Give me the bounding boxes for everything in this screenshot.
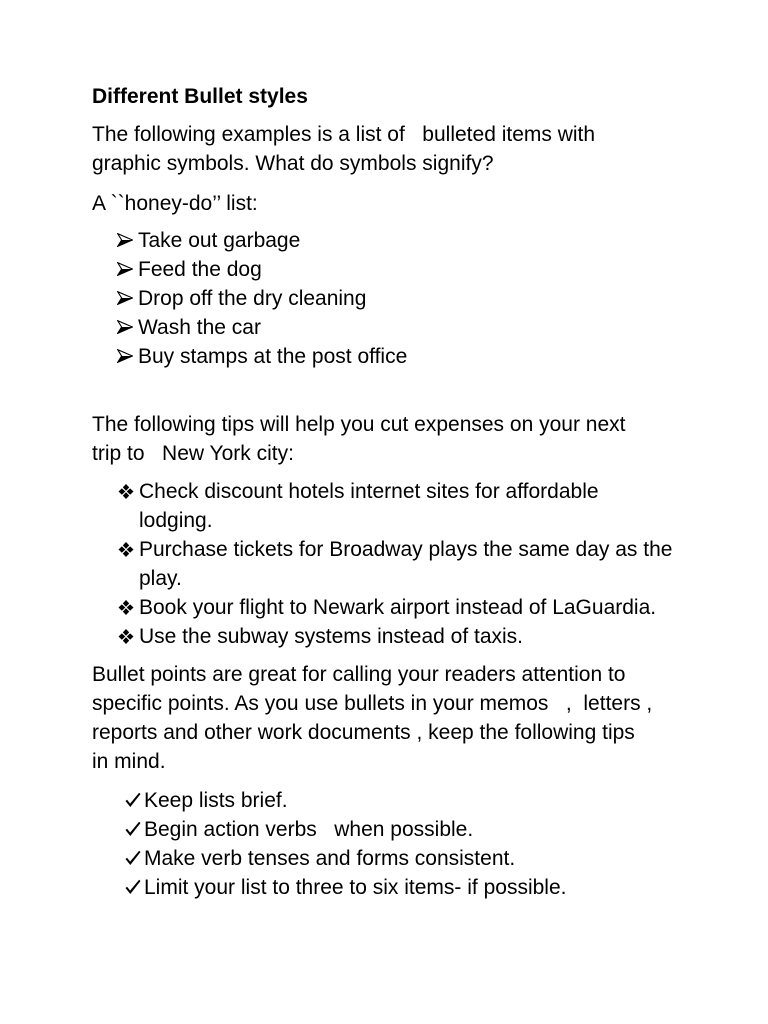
paragraph-line: reports and other work documents , keep the following tips (92, 720, 635, 744)
list-item-text: Keep lists brief. (144, 788, 288, 812)
paragraph-line: The following tips will help you cut expenses on your next (92, 412, 626, 436)
paragraph-line: in mind. (92, 749, 166, 773)
checkmark-bullet-icon (124, 879, 141, 895)
arrowhead-bullet-icon (117, 233, 133, 247)
list-item (0, 284, 768, 313)
paragraph-line: trip to New York city: (92, 441, 294, 465)
paragraph-line: A ``honey-do’’ list: (92, 191, 258, 215)
four-diamond-bullet-icon (118, 484, 134, 499)
list-item (0, 535, 768, 593)
list-item (0, 226, 768, 255)
list-item-text: Drop off the dry cleaning (138, 286, 367, 310)
honey-do-list-label (0, 189, 768, 218)
bullet-tips-list (0, 786, 768, 902)
list-item-text: Wash the car (138, 315, 261, 339)
checkmark-bullet-icon (124, 821, 141, 837)
list-item (0, 342, 768, 371)
list-item-line: play. (139, 566, 182, 590)
list-item-text: Feed the dog (138, 257, 262, 281)
list-item-line: lodging. (139, 508, 213, 532)
bullet-advice-paragraph (0, 660, 768, 776)
paragraph-line: graphic symbols. What do symbols signify? (92, 151, 494, 175)
list-item (0, 622, 768, 651)
list-item-text: Buy stamps at the post office (138, 344, 408, 368)
list-item (0, 313, 768, 342)
list-item-line: Book your flight to Newark airport instead of LaGuardia. (139, 595, 657, 619)
list-item-text: Make verb tenses and forms consistent. (144, 846, 516, 870)
paragraph-line: The following examples is a list of bulleted items with (92, 122, 596, 146)
arrowhead-bullet-icon (117, 262, 133, 276)
list-item (0, 844, 768, 873)
list-item-text: Limit your list to three to six items- if possible. (144, 875, 567, 899)
arrowhead-bullet-icon (117, 320, 133, 334)
intro-paragraph (0, 120, 768, 178)
list-item (0, 255, 768, 284)
four-diamond-bullet-icon (118, 600, 134, 615)
paragraph-line: Bullet points are great for calling your readers attention to (92, 662, 626, 686)
four-diamond-bullet-icon (118, 629, 134, 644)
list-item (0, 815, 768, 844)
list-item-line: Purchase tickets for Broadway plays the same day as the (139, 537, 673, 561)
list-item (0, 873, 768, 902)
checkmark-bullet-icon (124, 792, 141, 808)
four-diamond-bullet-icon (118, 542, 134, 557)
arrowhead-bullet-icon (117, 349, 133, 363)
arrowhead-bullet-icon (117, 291, 133, 305)
list-item-line: Check discount hotels internet sites for affordable (139, 479, 599, 503)
list-item (0, 477, 768, 535)
paragraph-line: specific points. As you use bullets in your memos , letters , (92, 691, 653, 715)
travel-tips-intro-paragraph (0, 410, 768, 468)
honey-do-list (0, 226, 768, 371)
travel-tips-list (0, 477, 768, 651)
document-title: Different Bullet styles (92, 84, 308, 108)
list-item-text: Take out garbage (138, 228, 301, 252)
checkmark-bullet-icon (124, 850, 141, 866)
list-item (0, 593, 768, 622)
list-item-line: Use the subway systems instead of taxis. (139, 624, 523, 648)
list-item (0, 786, 768, 815)
list-item-text: Begin action verbs when possible. (144, 817, 474, 841)
